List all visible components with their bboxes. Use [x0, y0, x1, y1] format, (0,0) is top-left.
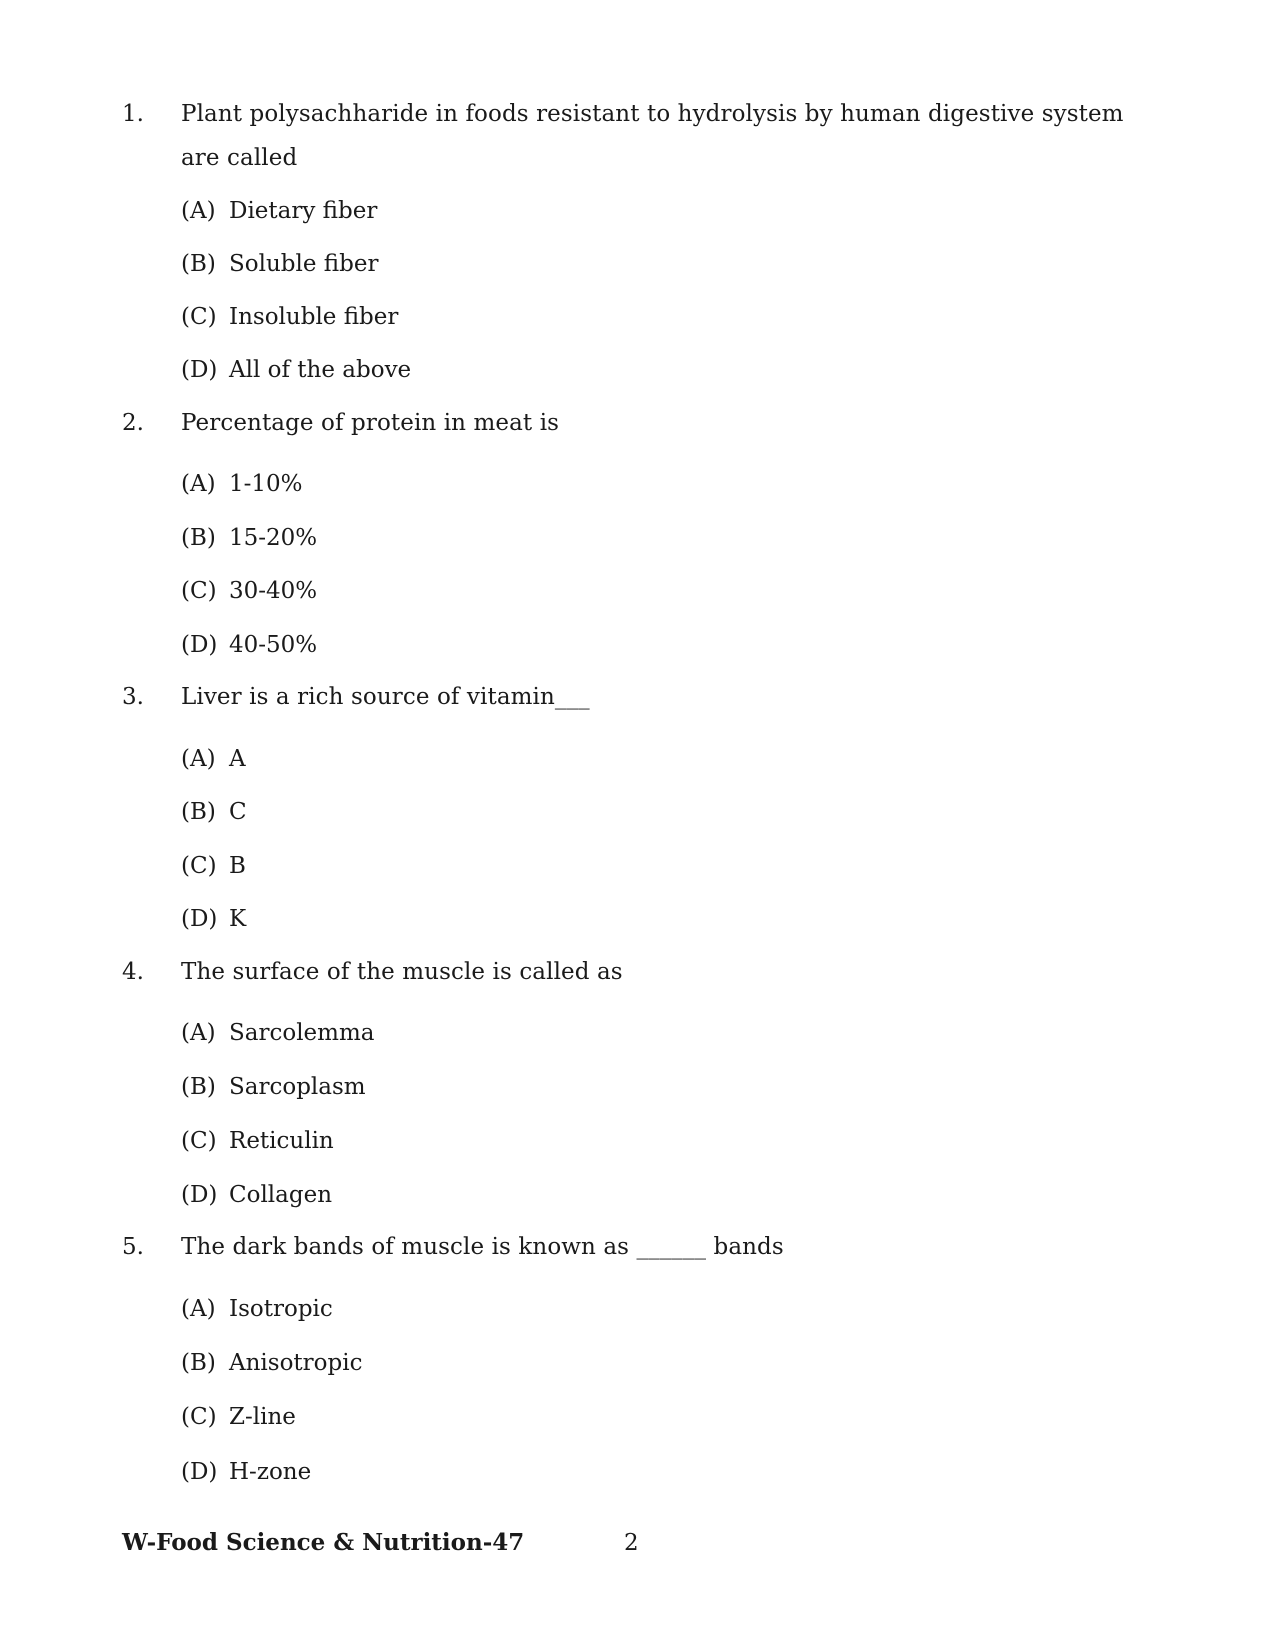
option-text: Dietary fiber	[229, 198, 378, 224]
option-a	[181, 744, 246, 774]
question-number: 1.	[122, 101, 144, 127]
page-number: 2	[624, 1530, 639, 1556]
option-text: Collagen	[229, 1182, 333, 1208]
footer-title: W-Food Science & Nutrition-47	[122, 1529, 525, 1556]
question-number: 2.	[122, 410, 144, 436]
option-text: 40-50%	[229, 632, 318, 658]
option-letter: (D)	[181, 906, 218, 932]
option-letter: (B)	[181, 251, 216, 277]
question-text: Liver is a rich source of vitamin___	[181, 684, 590, 710]
option-d	[181, 1180, 332, 1210]
option-text: Soluble fiber	[229, 251, 379, 277]
option-c	[181, 302, 398, 332]
option-letter: (A)	[181, 1020, 216, 1046]
option-letter: (D)	[181, 1459, 218, 1485]
option-letter: (D)	[181, 357, 218, 383]
option-text: H-zone	[229, 1459, 312, 1485]
option-c	[181, 1126, 334, 1156]
option-letter: (B)	[181, 525, 216, 551]
option-a	[181, 1018, 375, 1048]
option-text: Insoluble fiber	[229, 304, 399, 330]
question-text: Percentage of protein in meat is	[181, 410, 560, 436]
option-text: C	[229, 799, 247, 825]
option-text: A	[229, 746, 246, 772]
option-letter: (A)	[181, 471, 216, 497]
option-text: Sarcolemma	[229, 1020, 375, 1046]
option-text: B	[229, 853, 246, 879]
option-c	[181, 1402, 296, 1432]
option-letter: (C)	[181, 1404, 217, 1430]
question-text: The surface of the muscle is called as	[181, 959, 623, 985]
option-letter: (D)	[181, 1182, 218, 1208]
option-letter: (B)	[181, 799, 216, 825]
option-text: All of the above	[229, 357, 412, 383]
question-number: 4.	[122, 959, 144, 985]
option-d	[181, 355, 411, 385]
option-letter: (C)	[181, 853, 217, 879]
question-text: The dark bands of muscle is known as ______ bands	[181, 1234, 784, 1260]
question-text: Plant polysachharide in foods resistant to hydrolysis by human digestive system are called	[181, 101, 1124, 171]
option-letter: (C)	[181, 578, 217, 604]
option-b	[181, 249, 378, 279]
question-number: 3.	[122, 684, 144, 710]
option-text: Z-line	[229, 1404, 296, 1430]
option-a	[181, 196, 377, 226]
option-text: Isotropic	[229, 1296, 333, 1322]
option-text: 15-20%	[229, 525, 318, 551]
option-text: Sarcoplasm	[229, 1074, 366, 1100]
option-b	[181, 1072, 366, 1102]
option-letter: (B)	[181, 1074, 216, 1100]
option-d	[181, 904, 246, 934]
option-c	[181, 851, 246, 881]
option-letter: (C)	[181, 304, 217, 330]
option-b	[181, 1348, 362, 1378]
option-letter: (B)	[181, 1350, 216, 1376]
option-letter: (C)	[181, 1128, 217, 1154]
option-a	[181, 1294, 333, 1324]
option-text: Reticulin	[229, 1128, 334, 1154]
option-letter: (A)	[181, 746, 216, 772]
option-b	[181, 523, 317, 553]
option-text: Anisotropic	[229, 1350, 363, 1376]
option-text: K	[229, 906, 247, 932]
option-b	[181, 797, 247, 827]
question-number: 5.	[122, 1234, 144, 1260]
option-d	[181, 1457, 311, 1487]
option-letter: (D)	[181, 632, 218, 658]
option-d	[181, 630, 317, 660]
option-a	[181, 469, 303, 499]
option-text: 1-10%	[229, 471, 303, 497]
option-text: 30-40%	[229, 578, 318, 604]
option-letter: (A)	[181, 1296, 216, 1322]
option-letter: (A)	[181, 198, 216, 224]
option-c	[181, 576, 317, 606]
